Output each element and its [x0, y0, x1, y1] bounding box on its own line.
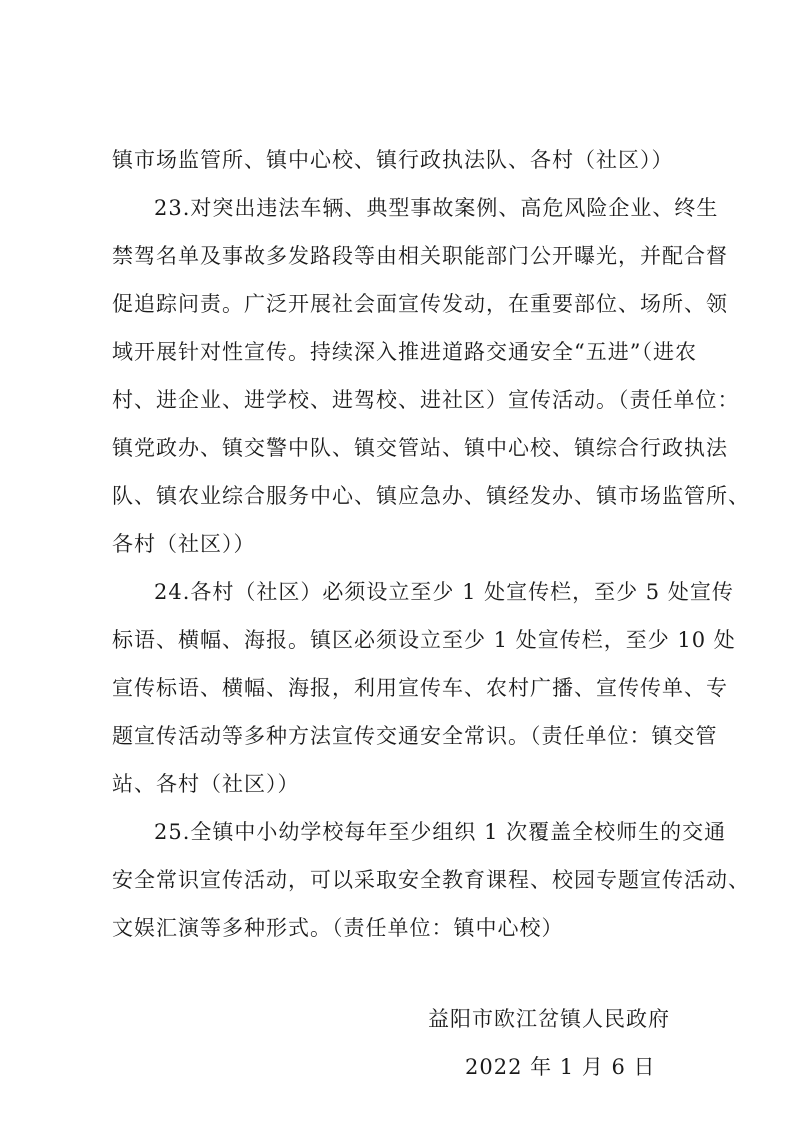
item-24-line-3: 宣传标语、横幅、海报，利用宣传车、农村广播、宣传传单、专: [112, 676, 728, 700]
body-line-1: 镇市场监管所、镇中心校、镇行政执法队、各村（社区））: [112, 148, 674, 172]
item-25-line-1: 25.全镇中小幼学校每年至少组织 1 次覆盖全校师生的交通: [154, 820, 727, 844]
signature-date: 2022 年 1 月 6 日: [465, 1055, 656, 1079]
item-23-line-6: 镇党政办、镇交警中队、镇交管站、镇中心校、镇综合行政执法: [112, 436, 728, 460]
signature-organization: 益阳市欧江岔镇人民政府: [428, 1007, 670, 1031]
item-25-line-2: 安全常识宣传活动，可以采取安全教育课程、校园专题宣传活动、: [112, 868, 750, 892]
item-23-line-4: 域开展针对性宣传。持续深入推进道路交通安全“五进”（进农: [112, 340, 697, 364]
item-23-line-5: 村、进企业、进学校、进驾校、进社区）宣传活动。（责任单位：: [112, 388, 740, 412]
item-23-line-2: 禁驾名单及事故多发路段等由相关职能部门公开曝光，并配合督: [112, 244, 728, 268]
item-23-line-3: 促追踪问责。广泛开展社会面宣传发动，在重要部位、场所、领: [112, 292, 728, 316]
item-23-line-7: 队、镇农业综合服务中心、镇应急办、镇经发办、镇市场监管所、: [112, 484, 750, 508]
item-23-line-8: 各村（社区））: [112, 532, 256, 556]
item-23-line-1: 23.对突出违法车辆、典型事故案例、高危风险企业、终生: [154, 196, 719, 220]
item-24-line-1: 24.各村（社区）必须设立至少 1 处宣传栏，至少 5 处宣传: [154, 580, 734, 604]
item-24-line-5: 站、各村（社区））: [112, 772, 300, 796]
item-25-line-3: 文娱汇演等多种形式。（责任单位：镇中心校）: [112, 916, 564, 940]
item-24-line-4: 题宣传活动等多种方法宣传交通安全常识。（责任单位：镇交管: [112, 724, 718, 748]
item-24-line-2: 标语、横幅、海报。镇区必须设立至少 1 处宣传栏，至少 10 处: [112, 628, 736, 652]
